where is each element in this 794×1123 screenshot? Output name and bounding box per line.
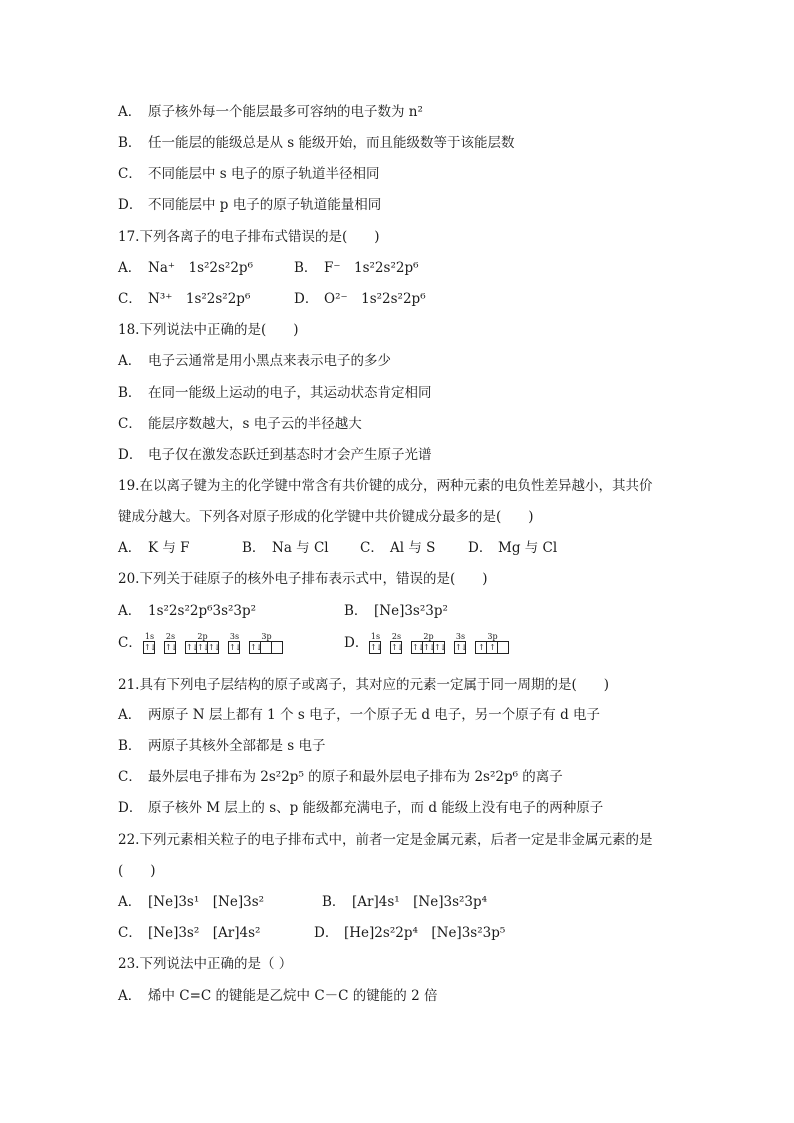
q16-option-a: A． 原子核外每一个能层最多可容纳的电子数为 n² [118,104,423,120]
q22-option-a: A． [Ne]3s¹ [Ne]3s² [118,894,265,910]
q20-stem: 20.下列关于硅原子的核外电子排布表示式中，错误的是( ) [118,571,488,587]
orbital-label: 2p [197,632,208,641]
orbital-box: ↑↓ [455,643,467,652]
orbital-label: 2p [423,632,434,641]
orbital-box [271,641,283,654]
q20-option-a: A． 1s²2s²2p⁶3s²3p² [118,603,257,619]
orbital-box: ↑↓ [197,643,209,652]
orbital-box: ↑↓ [208,643,220,652]
q22-option-b: B． [Ar]4s¹ [Ne]3s²3p⁴ [322,894,488,910]
orbital-label: 3s [229,632,240,641]
q22-option-c: C． [Ne]3s² [Ar]4s² [118,925,261,941]
orbital-3p [250,632,283,654]
q22-stem-line1: 22.下列元素相关粒子的电子排布式中，前者一定是金属元素，后者一定是非金属元素的是 [118,832,653,848]
q19-option-d: D． Mg 与 Cl [468,540,558,556]
orbital-2s [165,632,176,654]
q18-option-c: C． 能层序数越大，s 电子云的半径越大 [118,416,362,432]
orbital-label: 2s [391,632,402,641]
q23-stem: 23.下列说法中正确的是（ ） [118,956,293,972]
orbital-box: ↑ [486,641,498,654]
orbital-box [497,641,509,654]
orbital-3p [476,632,509,654]
orbital-label: 2s [165,632,176,641]
orbital-box: ↑↓ [165,643,177,652]
q18-option-a: A． 电子云通常是用小黑点来表示电子的多少 [118,353,391,369]
orbital-2p [412,632,445,654]
q21-option-d: D． 原子核外 M 层上的 s、p 能级都充满电子，而 d 能级上没有电子的两种原子 [118,800,604,816]
orbital-box: ↑↓ [186,643,198,652]
orbital-box: ↑ [475,641,487,654]
orbital-diagram-d [370,632,509,654]
orbital-label: 1s [144,632,155,641]
orbital-label: 3p [261,632,272,641]
q20-option-b: B． [Ne]3s²3p² [344,603,448,619]
q16-option-c: C． 不同能层中 s 电子的原子轨道半径相同 [118,166,380,182]
q17-stem: 17.下列各离子的电子排布式错误的是( ) [118,229,380,245]
q18-stem: 18.下列说法中正确的是( ) [118,322,299,338]
q19-option-c: C． Al 与 S [360,540,436,556]
orbital-box: ↑↓ [229,643,241,652]
q23-option-a: A． 烯中 C=C 的键能是乙烷中 C－C 的键能的 2 倍 [118,988,438,1004]
q18-option-d: D． 电子仅在激发态跃迁到基态时才会产生原子光谱 [118,447,432,463]
orbital-3s [455,632,466,654]
q20-option-c: C． 1s ↑↓ 2s ↑↓ 2p ↑↓ ↑↓ ↑↓ 3s ↑↓ 3p ↑↓ [118,632,283,654]
q17-option-a: A． Na⁺ 1s²2s²2p⁶ [118,260,253,276]
q16-option-b: B． 任一能层的能级总是从 s 能级开始，而且能级数等于该能层数 [118,135,515,151]
orbital-box: ↑↓ [144,643,156,652]
q19-option-b: B． Na 与 Cl [242,540,329,556]
q20-option-d: D． 1s ↑↓ 2s ↑↓ 2p ↑↓ ↑↓ ↑↓ 3s ↑↓ 3p ↑ ↑ [344,632,509,654]
orbital-label: 3p [487,632,498,641]
q18-option-b: B． 在同一能级上运动的电子，其运动状态肯定相同 [118,385,432,401]
q16-option-d: D． 不同能层中 p 电子的原子轨道能量相同 [118,197,382,213]
orbital-box: ↑↓ [391,643,403,652]
q17-option-b: B． F⁻ 1s²2s²2p⁶ [294,260,419,276]
orbital-label: 3s [455,632,466,641]
q21-option-b: B． 两原子其核外全部都是 s 电子 [118,738,326,754]
orbital-2s [391,632,402,654]
q19-stem-line2: 键成分越大。下列各对原子形成的化学键中共价键成分最多的是( ) [118,509,534,525]
q19-stem-line1: 19.在以离子键为主的化学键中常含有共价键的成分，两种元素的电负性差异越小，其共价 [118,478,653,494]
q21-option-a: A． 两原子 N 层上都有 1 个 s 电子，一个原子无 d 电子，另一个原子有 d 电子 [118,707,601,723]
orbital-3s [229,632,240,654]
q17-option-d: D． O²⁻ 1s²2s²2p⁶ [294,291,426,307]
q21-stem: 21.具有下列电子层结构的原子或离子，其对应的元素一定属于同一周期的是( ) [118,677,610,693]
q21-option-c: C． 最外层电子排布为 2s²2p⁵ 的原子和最外层电子排布为 2s²2p⁶ 的离子 [118,769,563,785]
orbital-box: ↑↓ [434,643,446,652]
q22-stem-line2: ( ) [118,863,156,879]
q22-option-d: D． [He]2s²2p⁴ [Ne]3s²3p⁵ [314,925,506,941]
orbital-box: ↑↓ [423,643,435,652]
q20-options-row2 [118,632,694,658]
orbital-diagram-c [144,632,283,654]
orbital-box: ↑↓ [370,643,382,652]
orbital-box: ↑↓ [412,643,424,652]
orbital-1s [370,632,381,654]
orbital-1s [144,632,155,654]
orbital-label: 1s [370,632,381,641]
orbital-2p [186,632,219,654]
orbital-box: ↑↓ [250,643,262,652]
q19-option-a: A． K 与 F [118,540,190,556]
q17-option-c: C． N³⁺ 1s²2s²2p⁶ [118,291,251,307]
